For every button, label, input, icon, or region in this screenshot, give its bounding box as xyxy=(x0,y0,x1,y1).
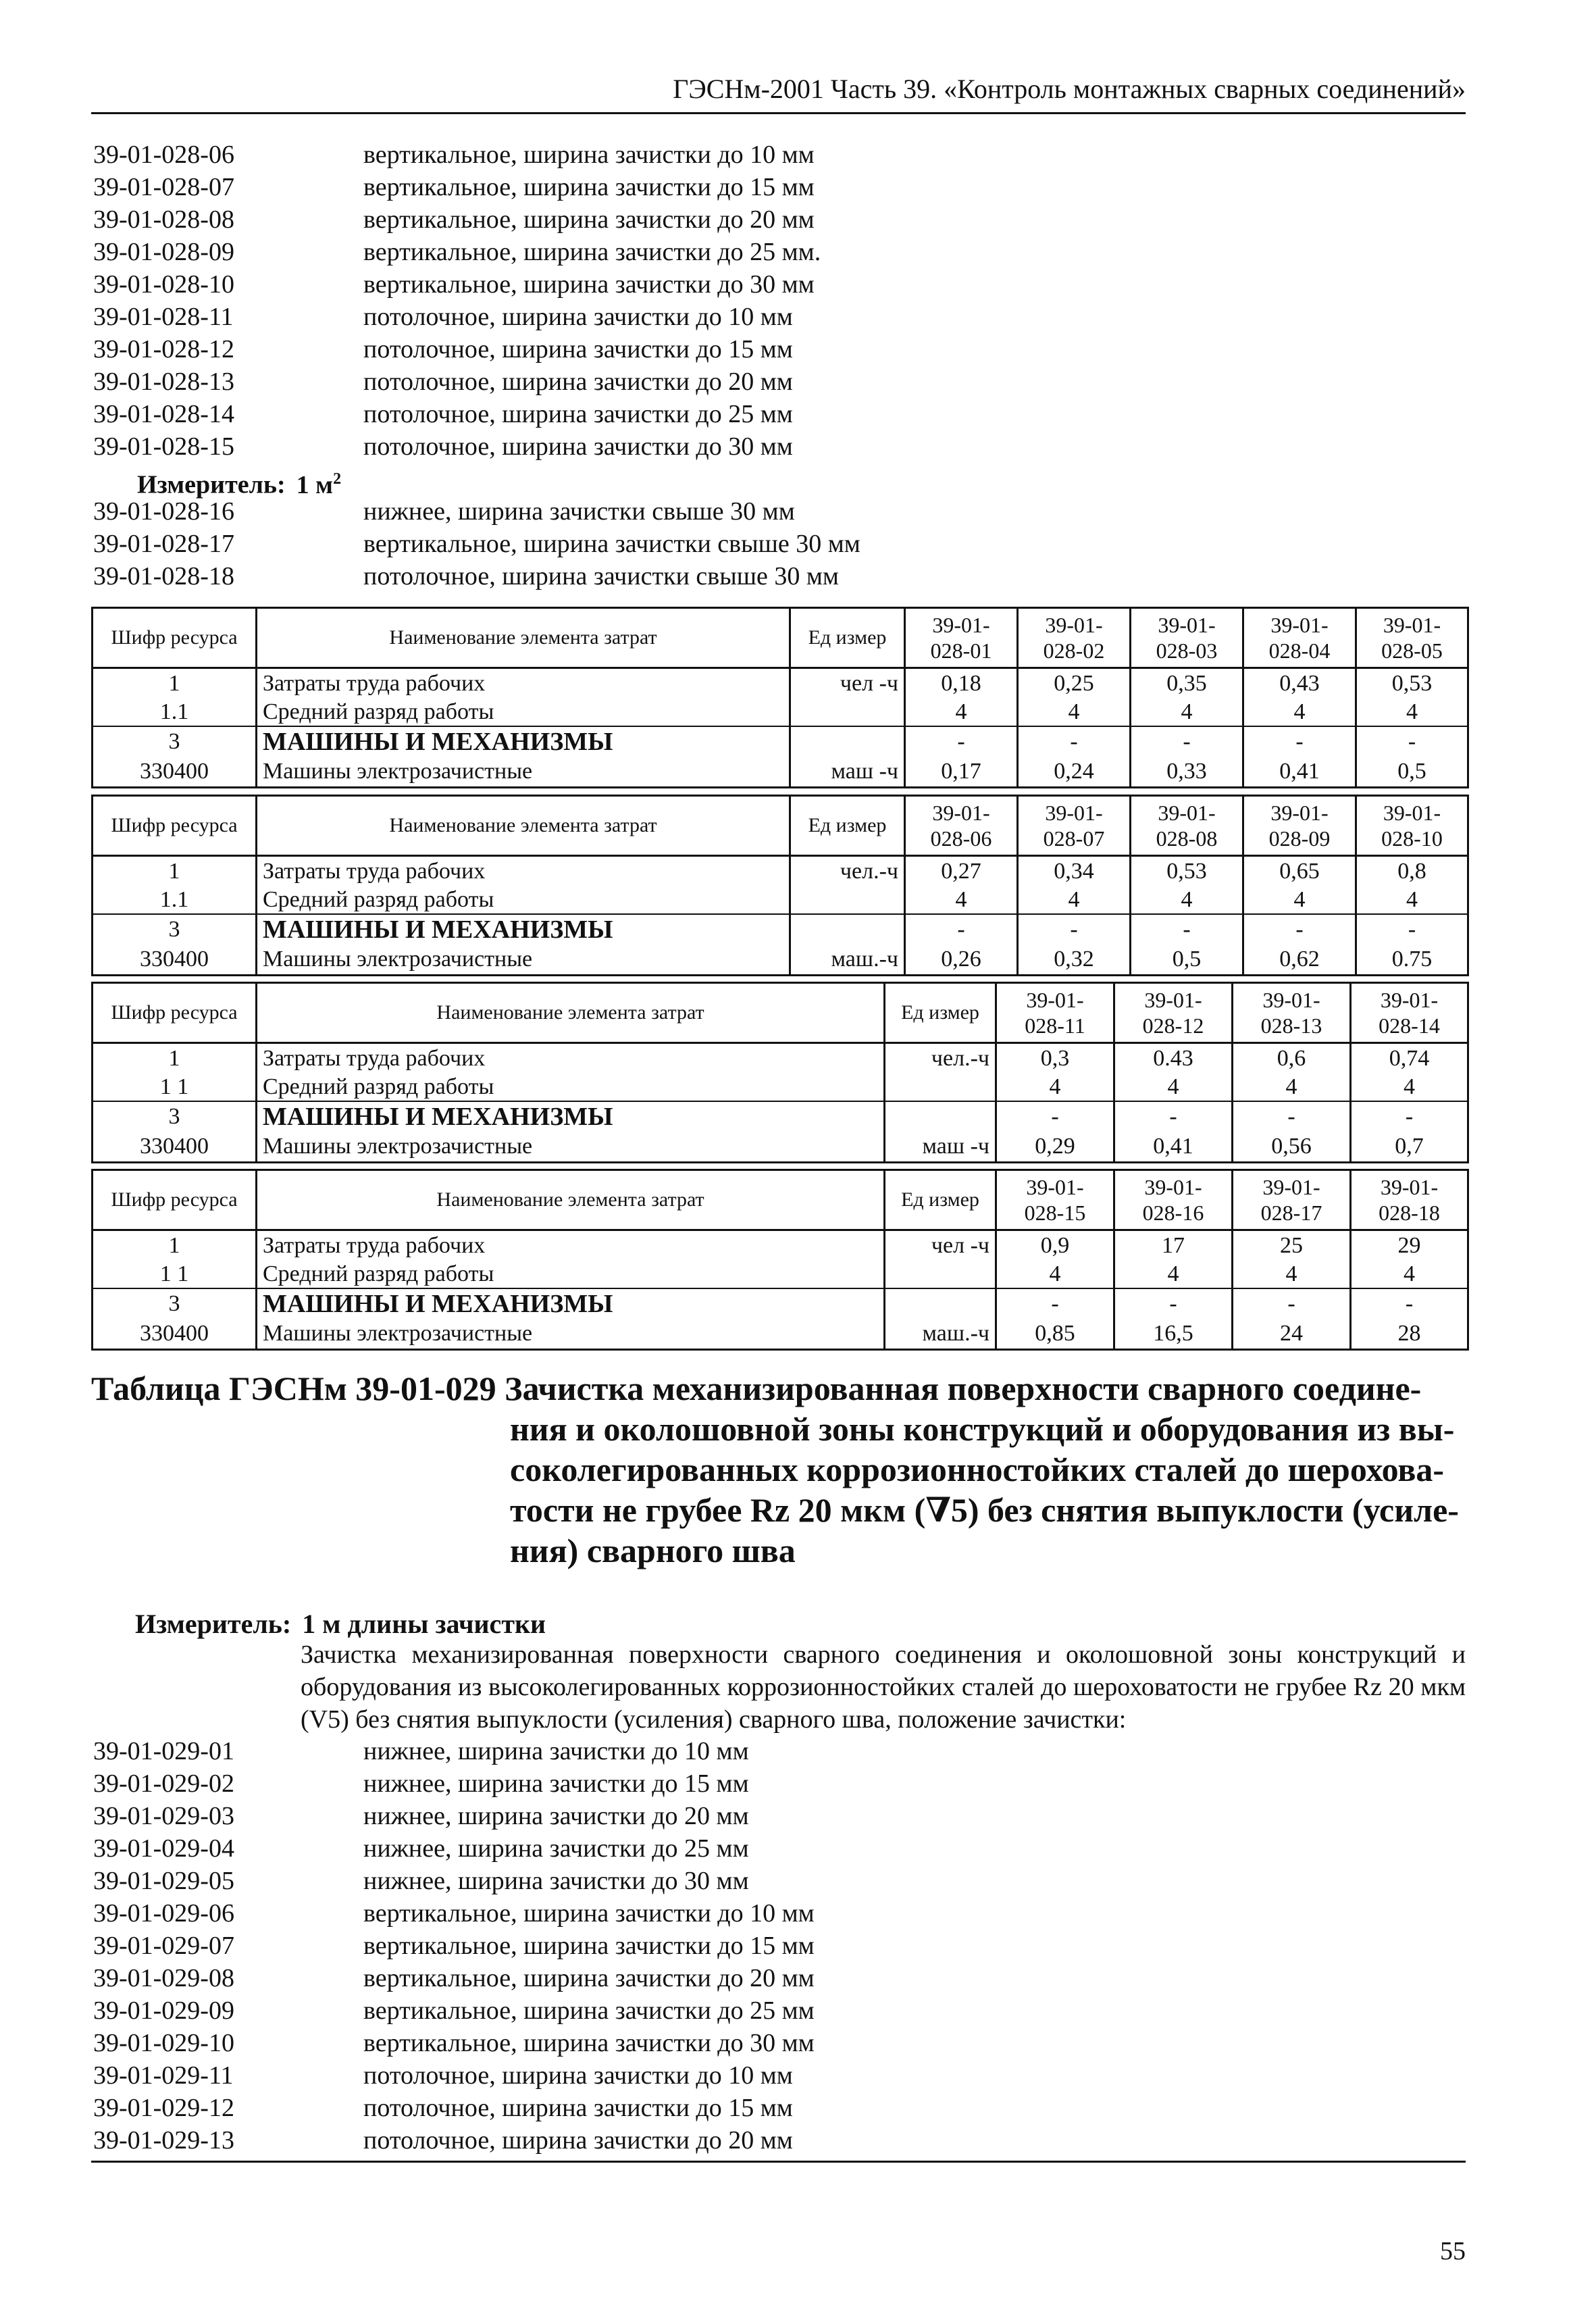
cell-code: 3 xyxy=(93,1288,257,1319)
cell-value: 0,29 xyxy=(996,1132,1114,1163)
cell-value: 0,43 xyxy=(1243,668,1356,699)
cell-value: 0,53 xyxy=(1131,856,1243,887)
item-text: нижнее, ширина зачистки до 15 мм xyxy=(363,1769,749,1798)
table-header-row xyxy=(93,1170,1468,1230)
table-row xyxy=(93,1261,1468,1288)
cell-value: 17 xyxy=(1114,1230,1233,1261)
cell-unit xyxy=(790,699,905,726)
cell-value: 0,27 xyxy=(905,856,1018,887)
section-description: Зачистка механизированная поверхности сварного соединения и околошовной зоны конструкций и оборудования из высоколегированных коррозионностойких сталей до шероховатости не грубее Rz 20 мкм (V5) без снятия выпуклости (усиления) сварного шва, положение зачистки: xyxy=(301,1640,1466,1734)
cell-value: - xyxy=(1233,1101,1351,1132)
header-norm-code: 39-01- 028-03 xyxy=(1131,608,1243,668)
top-code-list xyxy=(93,139,860,593)
table-row xyxy=(93,1101,1468,1132)
cell-value: 0,35 xyxy=(1131,668,1243,699)
header-unit: Ед измер xyxy=(885,1170,996,1230)
resource-table xyxy=(91,795,1469,976)
cell-name: Машины электрозачистные xyxy=(257,757,790,788)
cell-value: 29 xyxy=(1351,1230,1468,1261)
cell-value: 0,74 xyxy=(1351,1043,1468,1074)
list-item xyxy=(93,1962,815,1994)
item-text: потолочное, ширина зачистки до 30 мм xyxy=(363,432,793,461)
cell-value: 4 xyxy=(1356,886,1468,914)
cell-code: 1 1 xyxy=(93,1261,257,1288)
item-code: 39-01-029-09 xyxy=(93,1996,234,2025)
item-code: 39-01-029-04 xyxy=(93,1834,234,1863)
cell-value: 4 xyxy=(1356,699,1468,726)
list-item xyxy=(93,1767,815,1800)
item-text: потолочное, ширина зачистки свыше 30 мм xyxy=(363,562,839,590)
item-text: нижнее, ширина зачистки до 30 мм xyxy=(363,1867,749,1895)
table-row xyxy=(93,757,1468,788)
item-text: потолочное, ширина зачистки до 15 мм xyxy=(363,335,793,363)
list-item xyxy=(93,301,860,333)
item-text: вертикальное, ширина зачистки до 10 мм xyxy=(363,1899,815,1928)
item-text: вертикальное, ширина зачистки до 25 мм xyxy=(363,1996,815,2025)
item-code: 39-01-029-01 xyxy=(93,1737,234,1765)
cell-name: Средний разряд работы xyxy=(257,699,790,726)
header-code: Шифр ресурса xyxy=(93,983,257,1043)
item-text: нижнее, ширина зачистки свыше 30 мм xyxy=(363,497,795,526)
cell-unit: маш -ч xyxy=(790,757,905,788)
item-code: 39-01-028-09 xyxy=(93,238,234,266)
list-item xyxy=(93,366,860,398)
header-norm-code: 39-01- 028-18 xyxy=(1351,1170,1468,1230)
list-item xyxy=(93,1832,815,1865)
table-row xyxy=(93,668,1468,699)
item-text: нижнее, ширина зачистки до 10 мм xyxy=(363,1737,749,1765)
cell-name: Машины электрозачистные xyxy=(257,945,790,976)
table-row xyxy=(93,1230,1468,1261)
cell-value: 0,33 xyxy=(1131,757,1243,788)
list-item xyxy=(93,171,860,203)
cell-value: 25 xyxy=(1233,1230,1351,1261)
title-line: ния) сварного шва xyxy=(510,1532,796,1569)
item-text: вертикальное, ширина зачистки до 20 мм xyxy=(363,205,815,234)
item-code: 39-01-028-13 xyxy=(93,368,234,396)
item-text: потолочное, ширина зачистки до 25 мм xyxy=(363,400,793,428)
item-code: 39-01-029-12 xyxy=(93,2094,234,2122)
cell-value: 0,9 xyxy=(996,1230,1114,1261)
cell-value: 0,26 xyxy=(905,945,1018,976)
header-unit: Ед измер xyxy=(790,608,905,668)
cell-value: 0,65 xyxy=(1243,856,1356,887)
cell-value: 16,5 xyxy=(1114,1319,1233,1350)
cell-value: 0.75 xyxy=(1356,945,1468,976)
item-code: 39-01-029-10 xyxy=(93,2029,234,2057)
item-code: 39-01-029-07 xyxy=(93,1932,234,1960)
cell-name: Средний разряд работы xyxy=(257,1261,885,1288)
cell-value: 0,17 xyxy=(905,757,1018,788)
footer-rule xyxy=(91,2161,1466,2163)
table-row xyxy=(93,1288,1468,1319)
section-title xyxy=(91,1368,1469,1571)
cell-value: 0,8 xyxy=(1356,856,1468,887)
table-row xyxy=(93,945,1468,976)
item-text: вертикальное, ширина зачистки до 15 мм xyxy=(363,1932,815,1960)
table-row xyxy=(93,886,1468,914)
item-code: 39-01-028-14 xyxy=(93,400,234,428)
cell-value: 0.43 xyxy=(1114,1043,1233,1074)
cell-name: МАШИНЫ И МЕХАНИЗМЫ xyxy=(257,914,790,945)
header-name: Наименование элемента затрат xyxy=(257,796,790,856)
header-norm-code: 39-01- 028-08 xyxy=(1131,796,1243,856)
list-item xyxy=(93,528,860,560)
header-name: Наименование элемента затрат xyxy=(257,983,885,1043)
table-row xyxy=(93,914,1468,945)
item-code: 39-01-029-03 xyxy=(93,1802,234,1830)
cell-value: - xyxy=(996,1101,1114,1132)
cell-name: МАШИНЫ И МЕХАНИЗМЫ xyxy=(257,1288,885,1319)
cell-value: 4 xyxy=(905,699,1018,726)
cell-value: 0,3 xyxy=(996,1043,1114,1074)
item-code: 39-01-029-08 xyxy=(93,1964,234,1992)
header-name: Наименование элемента затрат xyxy=(257,1170,885,1230)
cell-unit: чел -ч xyxy=(790,668,905,699)
resource-table xyxy=(91,982,1469,1163)
page-header: ГЭСНм-2001 Часть 39. «Контроль монтажных сварных соединений» xyxy=(673,74,1466,104)
list-item xyxy=(93,1897,815,1930)
list-item xyxy=(93,2092,815,2124)
header-code: Шифр ресурса xyxy=(93,1170,257,1230)
cell-value: 0,53 xyxy=(1356,668,1468,699)
cell-unit xyxy=(790,726,905,757)
list-item xyxy=(93,1994,815,2027)
list-item xyxy=(93,2124,815,2157)
item-text: потолочное, ширина зачистки до 15 мм xyxy=(363,2094,793,2122)
header-unit: Ед измер xyxy=(885,983,996,1043)
header-rule xyxy=(91,112,1466,114)
item-text: потолочное, ширина зачистки до 10 мм xyxy=(363,303,793,331)
header-norm-code: 39-01- 028-17 xyxy=(1233,1170,1351,1230)
cell-value: 0,7 xyxy=(1351,1132,1468,1163)
list-item xyxy=(93,1735,815,1767)
cell-name: Затраты труда рабочих xyxy=(257,1043,885,1074)
cell-unit xyxy=(885,1074,996,1101)
cell-value: 0,5 xyxy=(1131,945,1243,976)
cell-value: 4 xyxy=(1018,886,1131,914)
cell-value: 0,62 xyxy=(1243,945,1356,976)
cell-unit xyxy=(790,886,905,914)
cell-value: - xyxy=(1233,1288,1351,1319)
cell-unit xyxy=(790,914,905,945)
measure-superscript: 2 xyxy=(333,470,342,488)
cell-value: - xyxy=(996,1288,1114,1319)
item-text: вертикальное, ширина зачистки до 30 мм xyxy=(363,2029,815,2057)
item-text: нижнее, ширина зачистки до 20 мм xyxy=(363,1802,749,1830)
list-item xyxy=(93,398,860,430)
header-unit: Ед измер xyxy=(790,796,905,856)
cell-unit: маш.-ч xyxy=(885,1319,996,1350)
cell-value: 4 xyxy=(905,886,1018,914)
cell-unit: чел.-ч xyxy=(885,1043,996,1074)
cell-value: - xyxy=(1018,726,1131,757)
item-code: 39-01-028-06 xyxy=(93,141,234,169)
title-line: тости не грубее Rz 20 мкм (∇5) без снятия выпуклости (усиле- xyxy=(510,1491,1459,1529)
list-item xyxy=(93,1930,815,1962)
cell-value: 4 xyxy=(1131,886,1243,914)
item-text: вертикальное, ширина зачистки свыше 30 мм xyxy=(363,530,860,558)
item-code: 39-01-029-05 xyxy=(93,1867,234,1895)
table-header-row xyxy=(93,608,1468,668)
item-text: вертикальное, ширина зачистки до 20 мм xyxy=(363,1964,815,1992)
cell-value: 0,5 xyxy=(1356,757,1468,788)
section-code-list xyxy=(93,1735,815,2157)
title-line: соколегированных коррозионностойких сталей до шерохова- xyxy=(510,1451,1445,1488)
cell-unit xyxy=(885,1101,996,1132)
cell-value: 0,34 xyxy=(1018,856,1131,887)
item-text: потолочное, ширина зачистки до 20 мм xyxy=(363,2126,793,2155)
cell-value: - xyxy=(1114,1101,1233,1132)
cell-value: - xyxy=(1131,726,1243,757)
item-code: 39-01-029-06 xyxy=(93,1899,234,1928)
cell-value: 4 xyxy=(1243,699,1356,726)
resource-table xyxy=(91,1169,1469,1351)
cell-code: 3 xyxy=(93,914,257,945)
list-item xyxy=(93,203,860,236)
cell-value: - xyxy=(1018,914,1131,945)
cell-value: 4 xyxy=(996,1261,1114,1288)
cell-code: 1 xyxy=(93,856,257,887)
list-item xyxy=(93,139,860,171)
resource-table xyxy=(91,607,1469,788)
cell-value: 4 xyxy=(1131,699,1243,726)
cell-code: 3 xyxy=(93,726,257,757)
cell-value: 0,41 xyxy=(1114,1132,1233,1163)
cell-value: - xyxy=(1356,914,1468,945)
measure-label: Измеритель: xyxy=(135,1609,292,1639)
header-norm-code: 39-01- 028-15 xyxy=(996,1170,1114,1230)
table-header-row xyxy=(93,983,1468,1043)
header-norm-code: 39-01- 028-13 xyxy=(1233,983,1351,1043)
item-code: 39-01-028-07 xyxy=(93,173,234,201)
section-measure xyxy=(135,1608,546,1640)
header-code: Шифр ресурса xyxy=(93,796,257,856)
header-norm-code: 39-01- 028-16 xyxy=(1114,1170,1233,1230)
cell-value: 4 xyxy=(1114,1261,1233,1288)
cell-code: 1 xyxy=(93,1230,257,1261)
header-code: Шифр ресурса xyxy=(93,608,257,668)
cell-value: - xyxy=(1243,914,1356,945)
header-norm-code: 39-01- 028-09 xyxy=(1243,796,1356,856)
cell-name: Затраты труда рабочих xyxy=(257,856,790,887)
cell-code: 330400 xyxy=(93,945,257,976)
cell-value: 4 xyxy=(1351,1261,1468,1288)
cell-value: 0,56 xyxy=(1233,1132,1351,1163)
table-row xyxy=(93,699,1468,726)
item-text: вертикальное, ширина зачистки до 15 мм xyxy=(363,173,815,201)
cell-name: МАШИНЫ И МЕХАНИЗМЫ xyxy=(257,726,790,757)
page-number: 55 xyxy=(1440,2237,1466,2265)
list-item xyxy=(93,236,860,268)
cell-value: 0,41 xyxy=(1243,757,1356,788)
item-code: 39-01-028-18 xyxy=(93,562,234,590)
cell-code: 330400 xyxy=(93,1319,257,1350)
cell-name: Затраты труда рабочих xyxy=(257,1230,885,1261)
cell-value: 4 xyxy=(1233,1074,1351,1101)
cell-value: - xyxy=(1131,914,1243,945)
header-norm-code: 39-01- 028-02 xyxy=(1018,608,1131,668)
cell-value: 28 xyxy=(1351,1319,1468,1350)
item-text: потолочное, ширина зачистки до 20 мм xyxy=(363,368,793,396)
item-code: 39-01-028-08 xyxy=(93,205,234,234)
cell-value: 0,18 xyxy=(905,668,1018,699)
cell-unit xyxy=(885,1261,996,1288)
item-code: 39-01-028-11 xyxy=(93,303,234,331)
table-row xyxy=(93,856,1468,887)
title-line: Таблица ГЭСНм 39-01-029 Зачистка механизированная поверхности сварного соедине- xyxy=(91,1369,1422,1407)
cell-value: 0,6 xyxy=(1233,1043,1351,1074)
cell-unit: маш.-ч xyxy=(790,945,905,976)
cell-code: 1 xyxy=(93,668,257,699)
cell-value: - xyxy=(1351,1288,1468,1319)
cell-code: 1 1 xyxy=(93,1074,257,1101)
cell-value: 0,25 xyxy=(1018,668,1131,699)
cell-unit: чел -ч xyxy=(885,1230,996,1261)
cell-name: Средний разряд работы xyxy=(257,1074,885,1101)
item-code: 39-01-028-10 xyxy=(93,270,234,299)
list-item xyxy=(93,2059,815,2092)
table-row xyxy=(93,1043,1468,1074)
measure-row xyxy=(93,463,860,499)
cell-value: - xyxy=(1114,1288,1233,1319)
cell-name: Машины электрозачистные xyxy=(257,1319,885,1350)
cell-value: 4 xyxy=(1351,1074,1468,1101)
item-code: 39-01-028-16 xyxy=(93,497,234,526)
header-norm-code: 39-01- 028-11 xyxy=(996,983,1114,1043)
cell-unit: чел.-ч xyxy=(790,856,905,887)
cell-value: 4 xyxy=(1018,699,1131,726)
cell-code: 1 xyxy=(93,1043,257,1074)
list-item xyxy=(93,268,860,301)
table-header-row xyxy=(93,796,1468,856)
header-norm-code: 39-01- 028-12 xyxy=(1114,983,1233,1043)
header-norm-code: 39-01- 028-05 xyxy=(1356,608,1468,668)
table-row xyxy=(93,1132,1468,1163)
header-norm-code: 39-01- 028-07 xyxy=(1018,796,1131,856)
list-item xyxy=(93,560,860,593)
measure-unit: 1 м длины зачистки xyxy=(302,1609,546,1639)
cell-unit: маш -ч xyxy=(885,1132,996,1163)
cell-code: 330400 xyxy=(93,1132,257,1163)
cell-code: 3 xyxy=(93,1101,257,1132)
item-text: вертикальное, ширина зачистки до 10 мм xyxy=(363,141,815,169)
header-norm-code: 39-01- 028-04 xyxy=(1243,608,1356,668)
cell-value: 4 xyxy=(1233,1261,1351,1288)
cell-code: 1.1 xyxy=(93,886,257,914)
cell-value: 4 xyxy=(996,1074,1114,1101)
title-line: ния и околошовной зоны конструкций и оборудования из вы- xyxy=(510,1410,1455,1448)
item-code: 39-01-029-13 xyxy=(93,2126,234,2155)
item-text: вертикальное, ширина зачистки до 25 мм. xyxy=(363,238,821,266)
item-code: 39-01-029-11 xyxy=(93,2061,234,2090)
item-code: 39-01-028-17 xyxy=(93,530,234,558)
cell-code: 1.1 xyxy=(93,699,257,726)
item-text: нижнее, ширина зачистки до 25 мм xyxy=(363,1834,749,1863)
list-item xyxy=(93,333,860,366)
list-item xyxy=(93,1800,815,1832)
cell-value: 0,32 xyxy=(1018,945,1131,976)
cell-name: Затраты труда рабочих xyxy=(257,668,790,699)
cell-value: - xyxy=(905,726,1018,757)
cell-value: 24 xyxy=(1233,1319,1351,1350)
cell-value: - xyxy=(1351,1101,1468,1132)
cell-name: Средний разряд работы xyxy=(257,886,790,914)
cell-name: МАШИНЫ И МЕХАНИЗМЫ xyxy=(257,1101,885,1132)
cell-value: - xyxy=(1243,726,1356,757)
table-row xyxy=(93,1074,1468,1101)
cell-value: 0,24 xyxy=(1018,757,1131,788)
cell-value: - xyxy=(905,914,1018,945)
item-code: 39-01-029-02 xyxy=(93,1769,234,1798)
header-norm-code: 39-01- 028-06 xyxy=(905,796,1018,856)
cell-value: - xyxy=(1356,726,1468,757)
measure-unit: 1 м xyxy=(296,470,334,499)
header-norm-code: 39-01- 028-14 xyxy=(1351,983,1468,1043)
table-row xyxy=(93,726,1468,757)
measure-label: Измеритель: xyxy=(137,470,286,499)
item-code: 39-01-028-15 xyxy=(93,432,234,461)
header-norm-code: 39-01- 028-01 xyxy=(905,608,1018,668)
list-item xyxy=(93,1865,815,1897)
cell-value: 4 xyxy=(1243,886,1356,914)
cell-name: Машины электрозачистные xyxy=(257,1132,885,1163)
header-norm-code: 39-01- 028-10 xyxy=(1356,796,1468,856)
table-row xyxy=(93,1319,1468,1350)
item-text: потолочное, ширина зачистки до 10 мм xyxy=(363,2061,793,2090)
cell-value: 0,85 xyxy=(996,1319,1114,1350)
cell-code: 330400 xyxy=(93,757,257,788)
list-item xyxy=(93,2027,815,2059)
item-text: вертикальное, ширина зачистки до 30 мм xyxy=(363,270,815,299)
cell-unit xyxy=(885,1288,996,1319)
list-item xyxy=(93,495,860,528)
header-name: Наименование элемента затрат xyxy=(257,608,790,668)
item-code: 39-01-028-12 xyxy=(93,335,234,363)
cell-value: 4 xyxy=(1114,1074,1233,1101)
list-item xyxy=(93,430,860,463)
